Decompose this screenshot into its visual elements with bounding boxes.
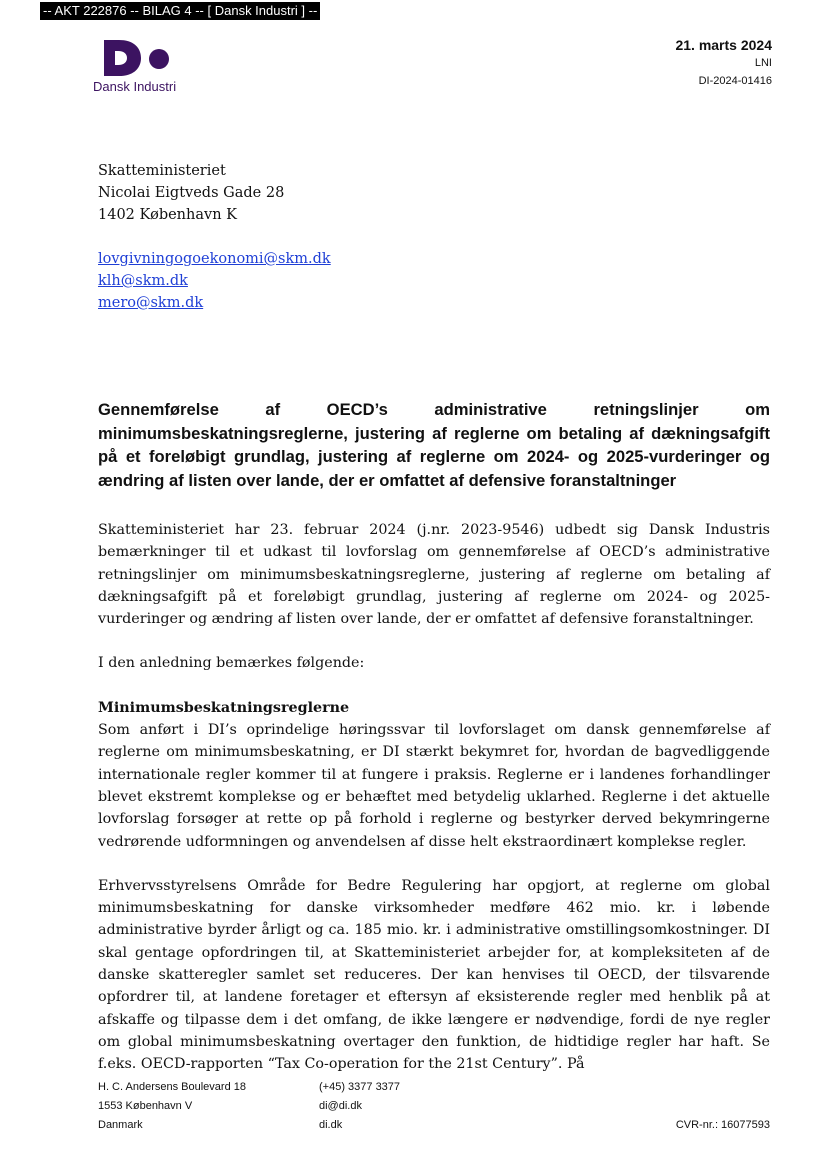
logo-wordmark: Dansk Industri [93,79,177,94]
recipient-line: Nicolai Eigtveds Gade 28 [98,185,285,201]
footer-email[interactable]: di@di.dk [319,1100,362,1112]
di-logo-icon [93,38,173,78]
recipient-line: 1402 København K [98,207,237,223]
footer-line: 1553 København V [98,1100,193,1112]
letter-meta [675,36,772,90]
footer-cvr: CVR-nr.: 16077593 [675,1119,770,1131]
recipient-address [98,160,284,226]
recipient-line: Skatteministeriet [98,163,226,179]
footer-contact [319,1078,400,1135]
body-paragraph: Skatteministeriet har 23. februar 2024 (j.nr. 2023-9546) udbedt sig Dansk Industris bemærkninger til et udkast til lovforslag om gennemførelse af OECD’s administrative retningslinjer om minimumsbeskatningsreglerne, justering af reglerne om betaling af dækningsafgift på et foreløbigt grundlag, justering af reglerne om 2024- og 2025-vurderinger og ændring af listen over lande, der er omfattet af defensive foranstaltninger. [98,522,770,628]
letter-date: 21. marts 2024 [675,37,772,53]
email-link[interactable]: mero@skm.dk [98,295,204,311]
body-paragraph: Erhvervsstyrelsens Område for Bedre Regulering har opgjort, at reglerne om global minimumsbeskatning for danske virksomheder medføre 462 mio. kr. i løbende administrative byrder årligt og ca. 185 mio. kr. i administrative omstillingsomkostninger. DI skal gentage opfordringen til, at Skatteministeriet arbejder for, at kompleksiteten af de danske skatteregler samlet set reduceres. Der kan henvises til OECD, der tilsvarende opfordrer til, at landene foretager et eftersyn af eksisterende regler med henblik på at afskaffe og tilpasse dem i det omfang, de ikke længere er nødvendige, fordi de nye regler om global minimumsbeskatning overtager den funktion, de hidtidige regler har haft. Se f.eks. OECD-rapporten “Tax Co-operation for the 21st Century”. På [98,877,770,1073]
footer-phone: (+45) 3377 3377 [319,1081,401,1093]
dansk-industri-logo [93,38,193,94]
body-paragraph: Som anført i DI’s oprindelige høringssvar til lovforslaget om dansk gennemførelse af reglerne om minimumsbeskatning, er DI stærkt bekymret for, hvordan de bagvedliggende internationale regler kommer til at fungere i praksis. Reglerne er i landenes forhandlinger blevet ekstremt komplekse og er behæftet med betydelig uklarhed. Reglerne i det aktuelle lovforslag forsøger at rette op på forhold i reglerne og bestyrker derved bekymringerne vedrørende udformningen og anvendelsen af disse helt ekstraordinært komplekse regler. [98,722,770,850]
recipient-emails [98,248,331,314]
section-heading: Minimumsbeskatningsreglerne [98,699,350,716]
footer-website[interactable]: di.dk [319,1119,343,1131]
email-link[interactable]: lovgivningogoekonomi@skm.dk [98,251,331,267]
letter-title: Gennemførelse af OECD’s administrative retningslinjer om minimumsbeskatningsreglerne, justering af reglerne om betaling af dækningsafgift på et foreløbigt grundlag, justering af reglerne om 2024- og 2025-vurderinger og ændring af listen over lande, der er omfattet af defensive foranstaltninger [98,400,770,490]
footer-line: H. C. Andersens Boulevard 18 [98,1081,246,1093]
footer-address [98,1078,246,1135]
email-link[interactable]: klh@skm.dk [98,273,188,289]
body-paragraph: I den anledning bemærkes følgende: [98,655,365,672]
reference-number: DI-2024-01416 [698,75,772,87]
author-initials: LNI [754,57,772,69]
footer-line: Danmark [98,1119,143,1131]
document-stamp: -- AKT 222876 -- BILAG 4 -- [ Dansk Industri ] -- [40,2,320,20]
letter-body [98,519,770,1076]
